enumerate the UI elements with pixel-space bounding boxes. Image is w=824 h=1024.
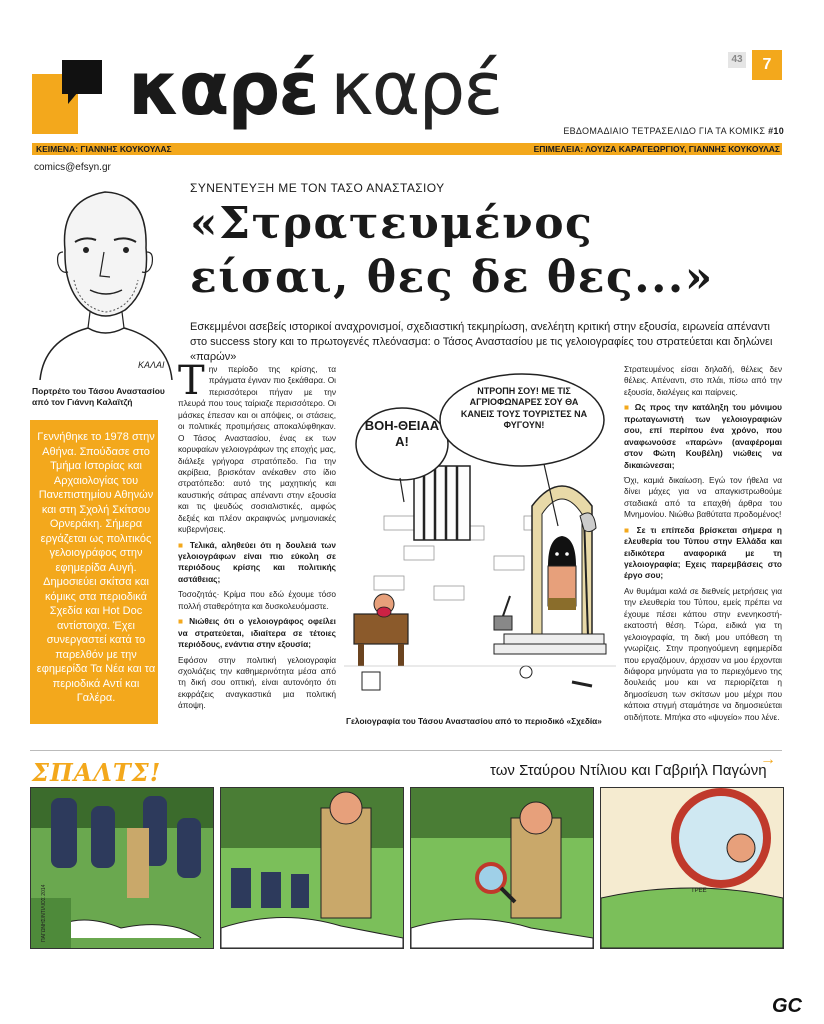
comic-panel-4 [600, 787, 784, 949]
answer-continued: Στρατευμένος είσαι δηλαδή, θέλεις δεν θέλεις. Απέναντι, στο πλάι, πίσω από την εξουσία, διαλέγεις και παίρνεις. [624, 364, 782, 397]
tree-label: ΤΡΕΕ [691, 888, 707, 894]
weekly-line [563, 126, 784, 136]
weekly-text: ΕΒΔΟΜΑΔΙΑΙΟ ΤΕΤΡΑΣΕΛΙΔΟ ΓΙΑ ΤΑ ΚΟΜΙΚΣ [563, 126, 766, 136]
headline-line-2: είσαι, θες δε θες...» [190, 251, 714, 303]
issue-number: #10 [768, 126, 784, 136]
answer-1: Τοσοζητάς· Κρίμα που εδώ έχουμε τόσο πολλή σταθερότητα και δυσκολευόμαστε. [178, 589, 336, 611]
intro-paragraph: ην περίοδο της κρίσης, τα πράγματα έγιναν πιο ξεκάθαρα. Οι περισσότεροι πήγαν με την πλευρά που τους ταίριαζε περισσότερο. Οι μάσκες έπεσαν και οι απόψεις, οι στάσεις, οι πολιτικές προτιμήσεις αποκαλύφθηκαν. Ο Τάσος Αναστασίου, ένας εκ των κορυφαίων γελοιογράφων της εποχής μας, διάλεξε γρήγορα στρατόπεδο. Για την ακρίβεια, βρισκόταν ανέκαθεν στο ίδιο στρατόπεδο: αυτό της μαχητικής και καυστικής σάτιρας απέναντι στην εξουσία και τις ψευδώς σοσιαλιστικές, αμφώς δεξιές και πλέον ακραιφνώς μνημονιακές κυβερνήσεις. [178, 364, 336, 535]
speech-bubble-tail [68, 92, 78, 104]
headline-line-1: «Στρατευμένος [190, 198, 594, 249]
strip-signature: ΠΑΓΩΝΗΣ/ΝΤΙΛΙΟΣ 2014 [41, 884, 47, 942]
question-4: ■ Σε τι επίπεδα βρίσκεται σήμερα η ελευθερία του Τύπου στην Ελλάδα και ειδικότερα αναφορικά με τη γελοιογραφία; Εχεις παρεμβάσεις στο έργο σου; [624, 525, 782, 582]
answer-3: Όχι, καμιά δικαίωση. Εγώ τον ήθελα να δίνει μάχες για να απαγκιστρωθούμε σταδιακά από τα επαχθή άρθρα του Μνημονίου. Νιώθω βαθύτατα προδομένος! [624, 474, 782, 520]
cartoon-bubble-right: ΝΤΡΟΠΗ ΣΟΥ! ΜΕ ΤΙΣ ΑΓΡΙΟΦΩΝΑΡΕΣ ΣΟΥ ΘΑ ΚΑΝΕΙΣ ΤΟΥΣ ΤΟΥΡΙΣΤΕΣ ΝΑ ΦΥΓΟΥΝ! [460, 386, 588, 430]
comic-panel-2 [220, 787, 404, 949]
portrait-caption: Πορτρέτο του Τάσου Αναστασίου από τον Γιάννη Καλαϊτζή [32, 386, 165, 408]
portrait-signature: ΚΑΛΑΙ [138, 360, 165, 370]
speech-bubble-icon [62, 60, 102, 94]
email-link[interactable]: comics@efsyn.gr [34, 162, 111, 173]
section-title-light: καρέ [330, 46, 502, 132]
bio-text: Γεννήθηκε το 1978 στην Αθήνα. Σπούδασε στο Τμήμα Ιστορίας και Αρχαιολογίας του Πανεπιστημίου Αθηνών και στη Σχολή Σκίτσου Ορνεράκη. Σήμερα εργάζεται ως πολιτικός γελοιογράφος στην εφημερίδα Αυγή. Δημοσιεύει σκίτσα και κόμικς στα περιοδικά Σχεδία και Hot Doc αντίστοιχα. Έχει συνεργαστεί κατά το παρελθόν με την εφημερίδα Τα Νέα και τα περιοδικά Αντί και Γαλέρα. [36, 431, 156, 705]
page-number-small: 43 [728, 52, 746, 68]
strip-title: ΣΠΑΛΤΣ! [32, 758, 162, 787]
editing-credit: ΕΠΙΜΕΛΕΙΑ: ΛΟΥΙΖΑ ΚΑΡΑΓΕΩΡΓΙΟΥ, ΓΙΑΝΝΗΣ ΚΟΥΚΟΥΛΑΣ [533, 144, 780, 154]
interview-kicker: ΣΥΝΕΝΤΕΥΞΗ ΜΕ ΤΟΝ ΤΑΣΟ ΑΝΑΣΤΑΣΙΟΥ [190, 181, 445, 195]
drop-cap: Τ [178, 358, 205, 404]
answer-4: Αν θυμάμαι καλά σε διεθνείς μετρήσεις για την ελευθερία του Τύπου, εμείς πρέπει να έχουμε πέσει κάπου στην ενενηκοστή-εκατοστή θέση. Τώρα, ειδικά για τη γελοιογραφία, τη δική μου υπόθεση τη γνωρίζεις. Στην προηγούμενη εφημερίδα που εργαζόμουν, άρχισαν να μου έρχονται διάφορα μηνύματα για το περιεχόμενο της δουλειάς μου και να περιορίζεται η δημοσίευση των σκίτσων μου μέχρι που κάποια στιγμή σταμάτησε να δημοσιεύεται οτιδήποτε. Μπήκα στο «ψυγείο» που λένε. [624, 585, 782, 722]
answer-2: Εφόσον στην πολιτική γελοιογραφία σχολιάζεις την καθημερινότητα μέσα από τη δική σου οπτική, είναι αυτονόητο ότι εκφράζεις αναγκαστικά μια πολιτική άποψη. [178, 654, 336, 711]
question-2: ■ Νιώθεις ότι ο γελοιογράφος οφείλει να στρατεύεται, ιδιαίτερα σε τέτοιες περιόδους, ενάντια στην εξουσία; [178, 616, 336, 650]
lede: Εσκεμμένοι ασεβείς ιστορικοί αναχρονισμοί, σχεδιαστική τεκμηρίωση, ανελέητη κριτική στην εξουσία, ειρωνεία απέναντι στο success story και το πρωτογενές πλεόνασμα: ο Τάσος Αναστασίου με τις γελοιογραφίες του στρατεύεται και δηλώνει «παρών» [190, 321, 773, 363]
continue-arrow-icon[interactable]: → [760, 751, 776, 768]
strip-credit: των Σταύρου Ντίλιου και Γαβριήλ Παγώνη [490, 762, 767, 779]
article-column-3 [624, 364, 782, 727]
watermark: GC [772, 995, 802, 1017]
comic-panel-3 [410, 787, 594, 949]
page-number: 7 [752, 50, 782, 80]
political-cartoon [344, 366, 616, 711]
article-column-1 [178, 358, 336, 716]
cartoon-caption: Γελοιογραφία του Τάσου Αναστασίου από το περιοδικό «Σχεδία» [346, 716, 602, 726]
section-divider [30, 750, 782, 751]
section-title-bold: καρέ [128, 46, 318, 132]
headline [190, 197, 790, 304]
comic-panel-1 [30, 787, 214, 949]
question-1: ■ Τελικά, αληθεύει ότι η δουλειά των γελοιογράφων είναι πιο εύκολη σε περιόδους κρίσης και πολιτικής αστάθειας; [178, 540, 336, 586]
cartoon-bubble-left: ΒΟΗ-ΘΕΙΑΑΑ! [364, 418, 440, 449]
texts-credit: ΚΕΙΜΕΝΑ: ΓΙΑΝΝΗΣ ΚΟΥΚΟΥΛΑΣ [36, 144, 172, 154]
portrait-illustration [30, 180, 180, 380]
question-3: ■ Ως προς την κατάληξη του μόνιμου πρωταγωνιστή των γελοιογραφιών σου, επί περίπου ένα χρόνο, που αναφωνούσε «παρών» (αναφέρομαι στον Φώτη Κουβέλη) νιώθεις να δικαιώνεσαι; [624, 402, 782, 471]
